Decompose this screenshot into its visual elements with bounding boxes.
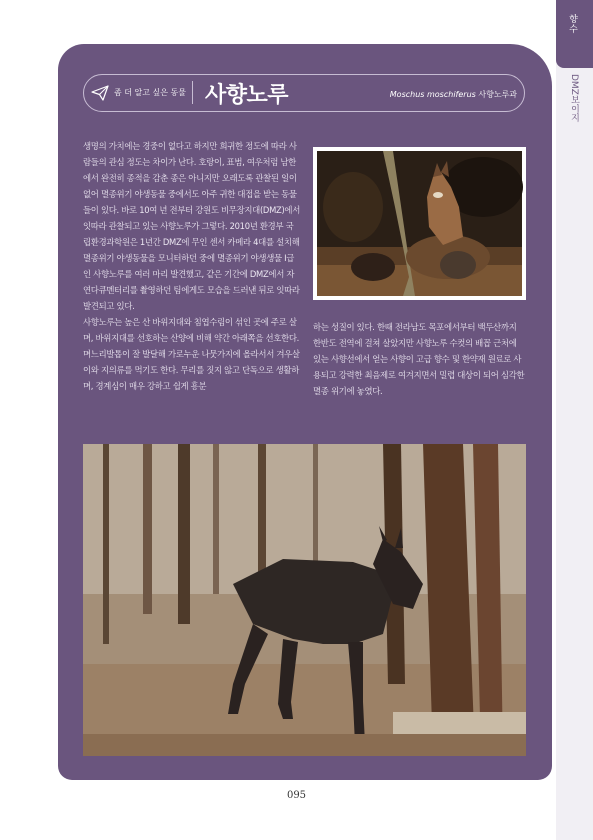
paragraph: 생명의 가치에는 경중이 없다고 하지만 희귀한 정도에 따라 사람들의 관심 정도는 차이가 난다. 호랑이, 표범, 여우처럼 남한에서 완전히 종적을 감춘 종은 아니지만 오래도록 관찰된 일이 없어 멸종위기 야생동물 중에서도 아주 귀한 대접을 받는 동물들이 있다. 바로 10여 년 전부터 강원도 비무장지대(DMZ)에서 잇따라 관찰되고 있는 사향노루가 그렇다. 2010년 환경부 국립환경과학원은 1년간 DMZ에 무인 센서 카메라 4대를 설치해 멸종위기 야생동물을 모니터하던 중에 멸종위기 야생생물 Ⅰ급인 사향노루를 여러 마리 발견했고, 같은 기간에 DMZ에서 자연다큐멘터리를 촬영하던 팀에게도 모습을 드러낸 뒤로 잇따라 발견되고 있다. [83,141,300,311]
subsection-tab[interactable] [556,68,593,128]
subsection-label: DMZ보이지 [569,74,579,122]
left-column-text [83,138,301,394]
paragraph: 하는 성질이 있다. 한때 전라남도 목포에서부터 백두산까지 한반도 전역에 걸쳐 살았지만 사향노루 수컷의 배꼽 근처에 있는 사향선에서 얻는 사향이 고급 향수 및 한약재 원료로 사용되고 강력한 최음제로 여겨지면서 밀렵 대상이 되어 심각한 멸종 위기에 놓였다. [313,322,525,396]
page-title: 사향노루 [205,83,289,108]
right-column-text [313,319,526,399]
section-label: 향수 [567,14,577,34]
photo-musk-deer-forest [83,444,526,756]
scientific-name [390,89,517,100]
family-name: 사향노루과 [478,90,517,99]
section-tab[interactable] [556,0,593,68]
paper-plane-icon [91,84,109,102]
page-number: 095 [286,790,307,801]
header-kicker: 좀 더 알고 싶은 동물 [114,88,186,97]
paragraph: 사향노루는 높은 산 바위지대와 침엽수림이 섞인 곳에 주로 살며, 바위지대를 선호하는 산양에 비해 약간 아래쪽을 선호한다. 며느리발톱이 잘 발달해 가로누운 나뭇가지에 올라서서 겨우살이와 지의류를 먹기도 한다. 무리를 짓지 않고 단독으로 생활하며, 경계심이 매우 강하고 쉽게 흥분 [83,317,300,391]
scientific-name-latin: Moschus moschiferus [389,90,476,99]
header-divider [192,81,193,104]
photo-musk-deer-with-fawn [313,147,526,300]
